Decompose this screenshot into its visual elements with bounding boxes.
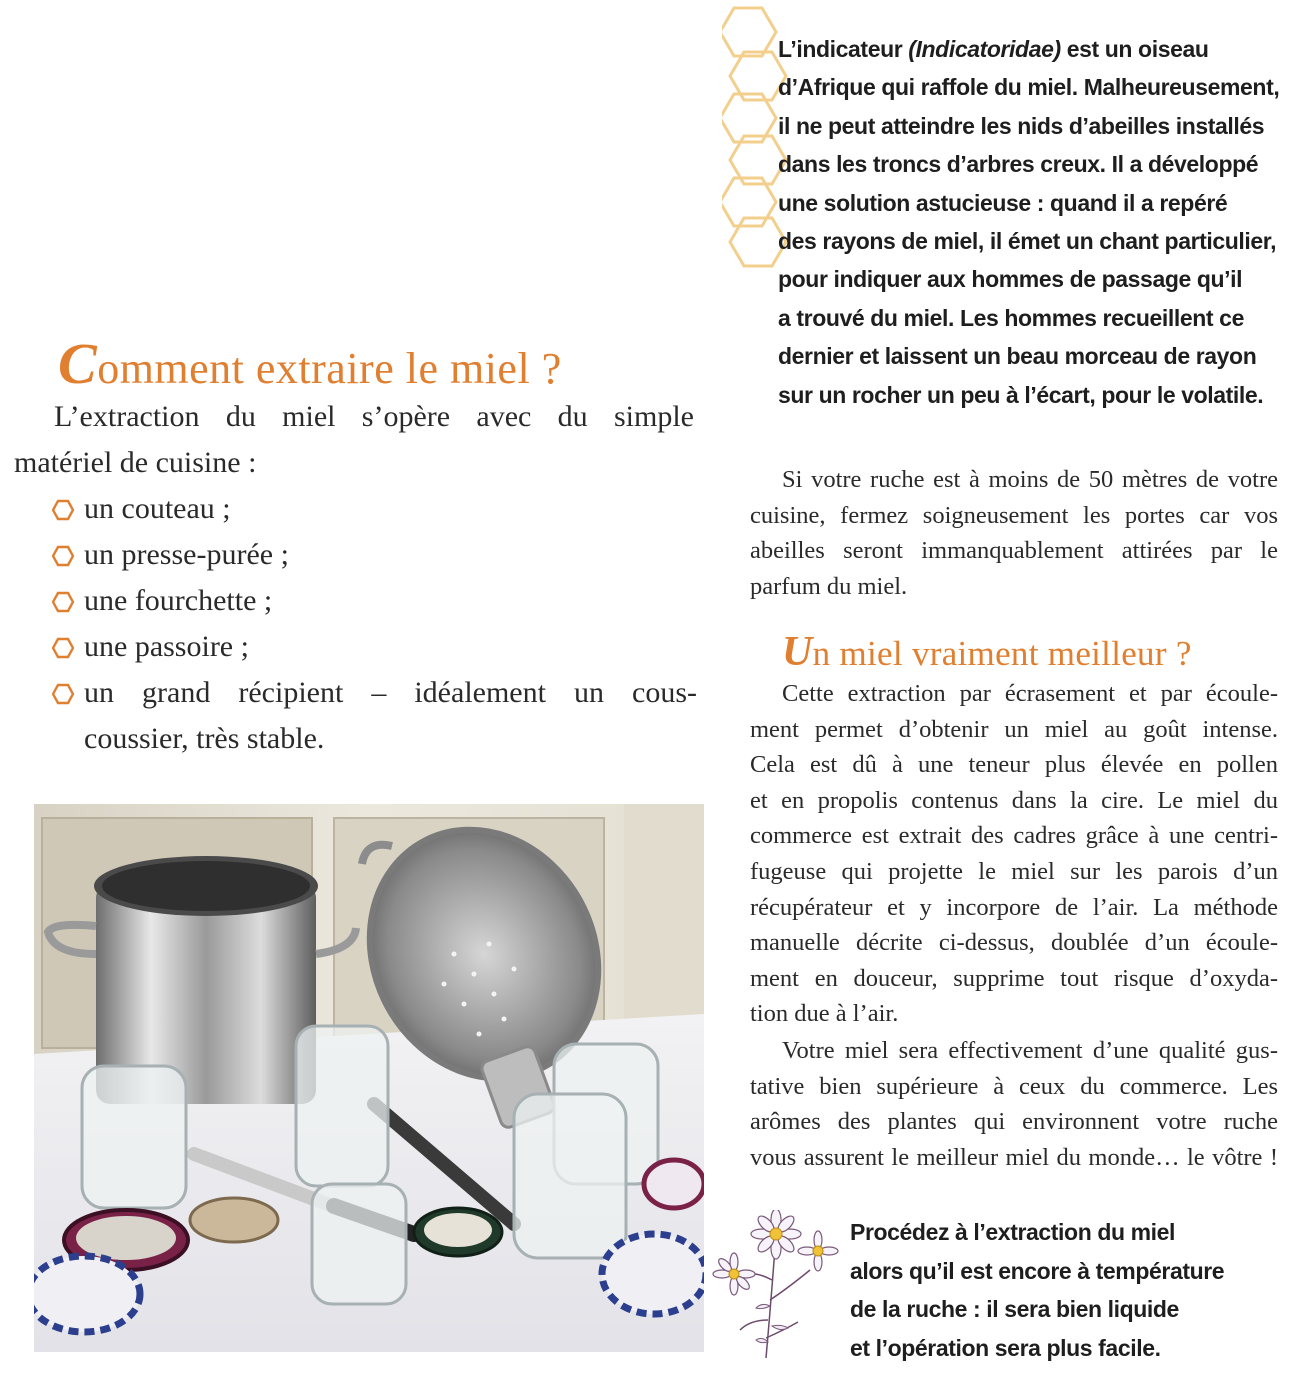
tip-line: et l’opération sera plus facile.	[850, 1335, 1161, 1362]
list-item: une passoire ;	[52, 624, 697, 670]
list-item: un presse-purée ;	[52, 532, 697, 578]
hexagon-bullet-icon	[52, 683, 74, 705]
tip-line: Procédez à l’extraction du miel	[850, 1219, 1176, 1245]
hexagon-bullet-icon	[52, 499, 74, 521]
chamomile-flower-icon	[706, 1210, 846, 1360]
sidebar-fact-line: d’Afrique qui raffole du miel. Malheureusement,	[778, 74, 1280, 101]
sidebar-fact-line: une solution astucieuse : quand il a repéré	[778, 189, 1228, 216]
sidebar-fact-line: pour indiquer aux hommes de passage qu’il	[778, 266, 1243, 293]
hexagon-bullet-icon	[52, 545, 74, 567]
tip-line: de la ruche : il sera bien liquide	[850, 1296, 1179, 1323]
sidebar-fact-line: L’indicateur (Indicatoridae) est un oiseau	[778, 36, 1209, 62]
sidebar-fact-line: dans les troncs d’arbres creux. Il a développé	[778, 151, 1259, 178]
kitchen-equipment-photo	[34, 804, 704, 1352]
tool-list	[52, 486, 697, 762]
tip-line: alors qu’il est encore à température	[850, 1257, 1225, 1284]
section-heading-extraction: Comment extraire le miel ?	[58, 331, 562, 396]
extraction-method-paragraph: Cette extraction par écrasement et par écoule- ment permet d’obtenir un miel au goût intense. Cela est dû à une teneur plus élevée en pollen et en propolis contenus dans la cire. Le miel du commerce est extrait des cadres grâce à une centri- fugeuse qui projette le miel sur les parois d’un récupérateur et y incorpore de l’air. La méthode manuelle décrite ci-dessus, doublée d’un écoule- ment en douceur, supprime tout risque d’oxyda- tion due à l’air.	[750, 680, 1278, 1028]
distance-paragraph: Si votre ruche est à moins de 50 mètres de votre cuisine, fermez soigneusement les portes car vos abeilles seront immanquablement attirées par le parfum du miel.	[750, 466, 1278, 600]
sidebar-fact-line: des rayons de miel, il émet un chant particulier,	[778, 228, 1277, 255]
hexagon-bullet-icon	[52, 637, 74, 659]
sidebar-fact-line: a trouvé du miel. Les hommes recueillent ce	[778, 304, 1244, 331]
list-item: un grand récipient – idéalement un cous- coussier, très stable.	[52, 670, 697, 762]
hexagon-bullet-icon	[52, 591, 74, 613]
sidebar-fact-line: sur un rocher un peu à l’écart, pour le volatile.	[778, 381, 1264, 408]
section-heading-better-honey: Un miel vraiment meilleur ?	[782, 629, 1192, 675]
intro-paragraph: L’extraction du miel s’opère avec du simple matériel de cuisine :	[14, 400, 694, 479]
sidebar-fact-line: dernier et laissent un beau morceau de rayon	[778, 343, 1257, 370]
list-item: une fourchette ;	[52, 578, 697, 624]
sidebar-fact-line: il ne peut atteindre les nids d’abeilles installés	[778, 112, 1265, 139]
quality-paragraph: Votre miel sera effectivement d’une qualité gus- tative bien supérieure à ceux du commerce. Les arômes des plantes qui environnent votre ruche vous assurent le meilleur miel du monde… le vôtre !	[750, 1037, 1278, 1171]
list-item: un couteau ;	[52, 486, 697, 532]
sidebar-fact-box	[778, 30, 1278, 414]
tip-box	[850, 1213, 1280, 1368]
